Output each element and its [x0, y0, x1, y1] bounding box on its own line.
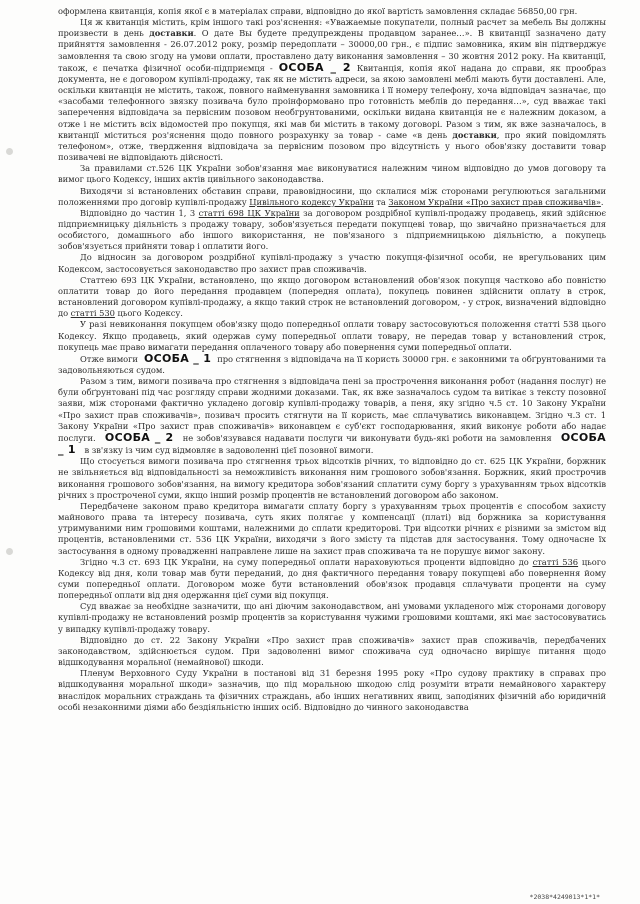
redacted-party-name: ОСОБА _ 1 — [58, 430, 607, 457]
paragraph: До відносин за договором роздрібної купівлі-продажу з участю покупця-фізичної особи, не врегульованих цим Кодексом, застосовується законодавство про захист прав споживачів. — [58, 252, 606, 274]
binder-hole — [6, 148, 13, 155]
redacted-party-name: ОСОБА _ 2 — [278, 60, 351, 74]
bold-text: доставки — [149, 28, 194, 39]
text-span: Ця ж квитанція містить, крім іншого такі роз'яснення: «Уважаемые покупатели, полный расчет за мебель Вы должны произвести в день — [58, 17, 606, 39]
paragraph: У разі невиконання покупцем обов'язку щодо попередньої оплати товару застосовуються положення статті 538 цього Кодексу. Якщо продавець, який одержав суму попередньої оплати товару, не передав товар у встановлений строк, покупець має право вимагати передання оплаченого товару або повернення суми попередньої оплати. — [58, 319, 606, 352]
paragraph — [58, 557, 606, 602]
text-span: Виходячи зі встановлених обставин справи, правовідносини, що склалися між сторонами регулюються загальними положеннями про договір купівлі-продажу — [58, 185, 606, 207]
paragraph — [58, 17, 606, 163]
law-link[interactable]: Законом України «Про захист прав споживачів» — [388, 196, 601, 207]
bold-text: доставки — [452, 129, 497, 140]
text-span: про стягнення з відповідача на її користь 30000 грн. є законними та обґрунтованими та задовольняються судом. — [58, 353, 606, 375]
text-span: цього Кодексу. — [114, 308, 183, 319]
paragraph: Відповідно до ст. 22 Закону України «Про захист прав споживачів» захист прав споживачів, передбачених законодавством, здійснюється судом. При задоволенні вимог споживача суд одночасно вирішує питання щодо відшкодування моральної (немайнової) шкоди. — [58, 634, 606, 668]
text-span: не зобов'язувався надавати послуги чи виконувати будь-які роботи на замовлення — [182, 432, 552, 443]
text-span: та — [373, 196, 389, 207]
law-link[interactable]: Цивільного кодексу України — [249, 196, 374, 207]
text-span: Квитанція, копія якої надана до справи, як прообраз документа, не є договором купівлі-продажу, так як не містить адреси, за якою замовлені меблі мають бути доставлені. Але, оскільки квитанція не містить, також, повного найменування замовника і її номеру телефону, хоча відповідач зазначає, що «засобами телефонного звязку позивача було проінформовано про готовність меблів до передання…», суд вважає такі заперечення відповідача за первісним позовом необгрунтованими, оскільки видана квитанція не є належним доказом, а отже і не містить всіх відомостей про покупця, які мав би містить в такому договорі. Разом з тим, як вже зазначалось, в квитанції міститься роз'яснення щодо повного розрахунку за товар - саме «в день — [58, 62, 607, 140]
paragraph: Передбачене законом право кредитора вимагати сплату боргу з урахуванням трьох процентів є способом захисту майнового права та інтересу позивача, суть яких полягає у компенсації (платі) від боржника за користування утримуваними ним грошовими коштами, належними до сплати кредиторові. Три відсотки річних є різними за змістом від процентів, встановленими ст. 536 ЦК України, виходячи з його змісту та підстав для застосування. Тому одночасне їх застосування в одному провадженні направлене лише на захист прав споживача та не порушує вимог закону. — [58, 500, 606, 556]
paragraph: Суд вважає за необхідне зазначити, що ані діючим законодавством, ані умовами укладеного між сторонами договору купівлі-продажу не встановлений розмір процентів за користування чужими грошовими коштами, які має застосовуватись у випадку купівлі-продажу товару. — [58, 601, 606, 634]
text-span: Отже вимоги — [80, 353, 138, 364]
paragraph — [58, 208, 606, 253]
redacted-party-name: ОСОБА _ 2 — [104, 430, 174, 444]
paragraph: оформлена квитанція, копія якої є в матеріалах справи, відповідно до якої вартість замовлення складає 56850,00 грн. — [58, 6, 578, 16]
paragraph: Що стосується вимоги позивача про стягнення трьох відсотків річних, то відповідно до ст. 625 ЦК України, боржник не звільняється від відповідальності за неможливість виконання ним грошового зобов'язання. Боржник, який прострочив виконання грошового зобов'язання, на вимогу кредитора зобов'язаний сплатити суму боргу з урахуванням трьох відсотків річних з простроченої суми, якщо інший розмір процентів не встановлений договором або законом. — [58, 456, 606, 500]
document-body — [58, 6, 606, 713]
text-span: . О дате Вы будете предупреждены продавцом заранее…». В квитанції зазначено дату прийняття замовлення - 26.07.2012 року, розмір передоплати – 30000,00 грн., є підпис замовника, яким він підтверджує замовлення та свою згоду на умови оплати, проставлено дату виконання замовлення – 30 жовтня 2012 року. На квитанції, також, є печатка фізичної особи-підприємця - — [58, 28, 606, 73]
paragraph — [58, 376, 606, 456]
binder-hole — [6, 548, 13, 555]
law-link[interactable]: статті 530 — [70, 308, 115, 319]
text-span: . — [600, 196, 604, 207]
text-span: , про який повідомлять телефоном», отже, твердження відповідача за первісним позовом про відсутність у нього обов'язку доставити товар позивачеві не відповідають дійсності. — [58, 129, 606, 163]
text-span: Статтею 693 ЦК України, встановлено, що якщо договором встановлений обов'язок покупця частково або повністю оплатити товар до його передання продавцем (попередня оплата), покупець повинен здійснити оплату в строк, встановлений договором купівлі-продажу, а якщо такий строк не встановлений договором, - у строк, визначений відповідно до — [58, 274, 606, 319]
document-barcode: *2038*4249013*1*1* — [529, 893, 600, 901]
text-span: за договором роздрібної купівлі-продажу продавець, який здійснює підприємницьку діяльність з продажу товару, зобов'язується передати покупцеві товар, що звичайно призначається для особистого, домашнього або іншого використання, не пов'язаного з підприємницькою діяльністю, а покупець зобов'язується прийняти товар і оплатити його. — [58, 207, 606, 252]
text-span: Відповідно до частин 1, 3 — [80, 207, 199, 218]
paragraph: За правилами ст.526 ЦК України зобов'язання має виконуватися належним чином відповідно до умов договору та вимог цього Кодексу, інших актів цивільного законодавства. — [58, 163, 606, 185]
paragraph — [58, 353, 606, 376]
text-span: Згідно ч.3 ст. 693 ЦК України, на суму попередньої оплати нараховуються проценти відповідно до — [80, 556, 533, 567]
text-span: цього Кодексу від дня, коли товар мав бути переданий, до дня фактичного передання товару покупцеві або повернення йому суми попередньої оплати. Договором може бути встановлений обов'язок продавця сплачувати проценти на суму попередньої оплати від дня одержання цієї суми від покупця. — [58, 556, 607, 601]
paragraph: Пленум Верховного Суду України в постанові від 31 березня 1995 року «Про судову практику в справах про відшкодування моральної шкоди» зазначив, що під моральною шкодою слід розуміти втрати немайнового характеру внаслідок моральних страждань та фізичних страждань, або інших негативних явищ, заподіяних фізичній або юридичній особі незаконними діями або бездіяльністю інших осіб. Відповідно до чинного законодавства — [58, 668, 606, 712]
redacted-party-name: ОСОБА _ 1 — [143, 351, 212, 365]
paragraph — [58, 275, 606, 320]
paragraph — [58, 186, 606, 208]
law-link[interactable]: статті 536 — [532, 556, 579, 567]
text-span: Разом з тим, вимоги позивача про стягнення з відповідача пені за прострочення виконання робот (надання послуг) не були обґрунтовані під час розгляду справи жодними доказами. Так, як вже зазначалось судом та витікає з тексту позовної заяви, між сторонами фактично укладено договір купівлі-продажу товарів, а пеня, яку згідно ч.5 ст. 10 Закону України «Про захист прав споживачів», позивач просить стягнути на її користь, має сплачуватись виконавцем. Згідно ч.3 ст. 1 Закону України «Про захист прав споживачів» виконавцем є суб'єкт господарювання, який виконує роботи або надає послуги. — [58, 376, 606, 443]
text-span: в зв'язку із чим суд відмовляє в задоволенні цієї позовної вимоги. — [84, 445, 374, 456]
law-link[interactable]: статті 698 ЦК України — [198, 207, 300, 218]
